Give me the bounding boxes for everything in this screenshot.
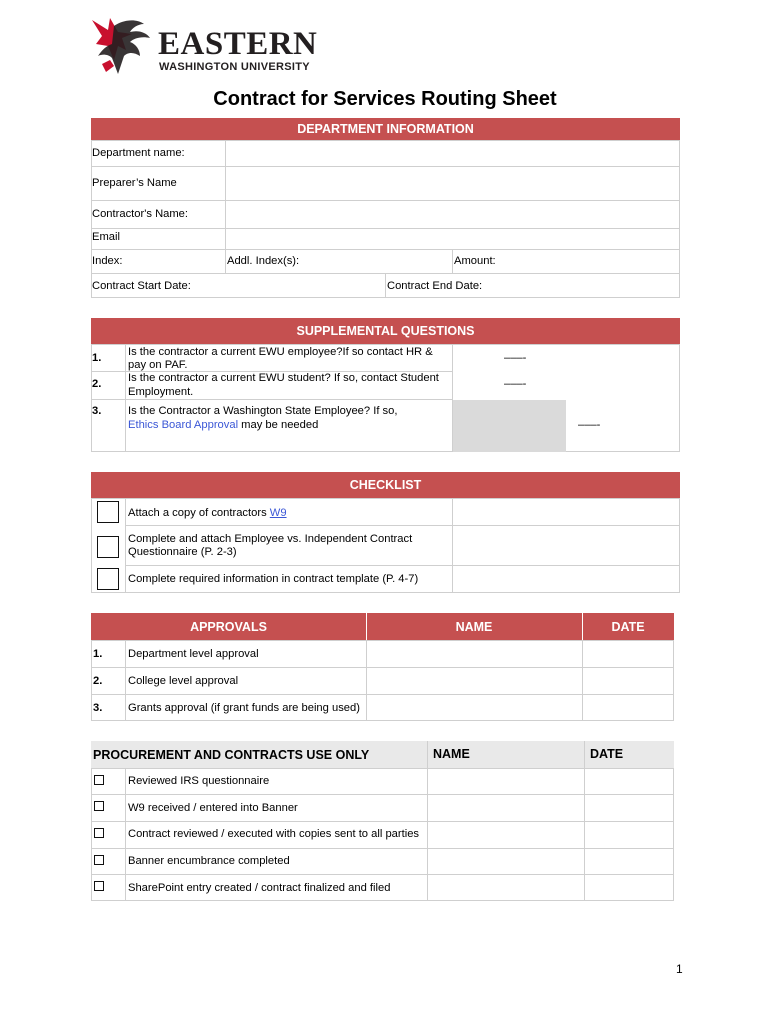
checklist-questionnaire-checkbox[interactable] bbox=[97, 536, 119, 558]
approval-3-label: Grants approval (if grant funds are being used) bbox=[128, 702, 360, 714]
procurement-w9-checkbox[interactable] bbox=[94, 801, 104, 811]
contract-start-date-label: Contract Start Date: bbox=[92, 280, 191, 292]
procurement-name-column: NAME bbox=[433, 747, 470, 761]
q2-text-line2: Employment. bbox=[128, 386, 194, 398]
procurement-sharepoint-label: SharePoint entry created / contract finalized and filed bbox=[128, 882, 391, 894]
preparer-name-field[interactable] bbox=[226, 167, 679, 200]
q3-answer[interactable]: –––- bbox=[578, 419, 601, 431]
procurement-date-column: DATE bbox=[590, 747, 624, 761]
department-name-label: Department name: bbox=[92, 147, 185, 159]
q2-text-line1: Is the contractor a current EWU student? If so, contact Student bbox=[128, 372, 439, 384]
index-label: Index: bbox=[92, 255, 123, 267]
w9-link[interactable]: W9 bbox=[269, 507, 287, 519]
procurement-header-band bbox=[91, 741, 674, 768]
contractor-name-label: Contractor's Name: bbox=[92, 208, 189, 220]
approvals-header: APPROVALS bbox=[91, 613, 366, 640]
q3-text-line1: Is the Contractor a Washington State Employee? If so, bbox=[128, 405, 398, 417]
q3-text-line2-rest: may be needed bbox=[238, 419, 319, 431]
contractor-name-field[interactable] bbox=[226, 201, 679, 228]
eagle-icon bbox=[88, 16, 158, 78]
email-label: Email bbox=[92, 231, 120, 243]
procurement-irs-checkbox[interactable] bbox=[94, 775, 104, 785]
page-number: 1 bbox=[676, 962, 683, 976]
department-information-header: DEPARTMENT INFORMATION bbox=[91, 118, 680, 140]
preparer-name-label: Preparer’s Name bbox=[92, 177, 177, 189]
q3-number: 3. bbox=[92, 405, 102, 417]
addl-index-label: Addl. Index(s): bbox=[227, 255, 300, 267]
checklist-w9-checkbox[interactable] bbox=[97, 501, 119, 523]
logo-word: EASTERN bbox=[158, 26, 318, 62]
approvals-name-column: NAME bbox=[366, 613, 582, 640]
checklist-questionnaire-line1: Complete and attach Employee vs. Independent Contract bbox=[128, 533, 413, 545]
q1-answer[interactable]: –––- bbox=[504, 352, 527, 364]
q1-text-line2: pay on PAF. bbox=[128, 359, 188, 371]
q2-number: 2. bbox=[92, 378, 102, 390]
q1-number: 1. bbox=[92, 352, 102, 364]
department-name-field[interactable] bbox=[226, 141, 679, 166]
contract-end-date-label: Contract End Date: bbox=[387, 280, 483, 292]
procurement-encumbrance-label: Banner encumbrance completed bbox=[128, 855, 290, 867]
checklist-questionnaire-line2: Questionnaire (P. 2-3) bbox=[128, 546, 237, 558]
approval-1-label: Department level approval bbox=[128, 648, 259, 660]
procurement-irs-label: Reviewed IRS questionnaire bbox=[128, 775, 270, 787]
procurement-w9-label: W9 received / entered into Banner bbox=[128, 802, 298, 814]
approval-2-label: College level approval bbox=[128, 675, 239, 687]
q2-answer[interactable]: –––- bbox=[504, 378, 527, 390]
approval-1-number: 1. bbox=[93, 648, 103, 660]
checklist-item-w9 bbox=[128, 507, 287, 520]
supplemental-questions-header: SUPPLEMENTAL QUESTIONS bbox=[91, 318, 680, 344]
amount-label: Amount: bbox=[454, 255, 496, 267]
approval-2-number: 2. bbox=[93, 675, 103, 687]
procurement-sharepoint-checkbox[interactable] bbox=[94, 881, 104, 891]
ethics-board-approval-link[interactable]: Ethics Board Approval bbox=[128, 419, 239, 431]
procurement-contract-reviewed-checkbox[interactable] bbox=[94, 828, 104, 838]
procurement-contract-reviewed-label: Contract reviewed / executed with copies sent to all parties bbox=[128, 828, 420, 840]
procurement-encumbrance-checkbox[interactable] bbox=[94, 855, 104, 865]
logo-subtitle: WASHINGTON UNIVERSITY bbox=[159, 61, 310, 73]
approval-3-number: 3. bbox=[93, 702, 103, 714]
page-title: Contract for Services Routing Sheet bbox=[213, 88, 557, 110]
checklist-w9-text: Attach a copy of contractors bbox=[128, 507, 270, 519]
procurement-header: PROCUREMENT AND CONTRACTS USE ONLY bbox=[93, 747, 370, 762]
eastern-washington-university-logo bbox=[88, 16, 338, 78]
approvals-date-column: DATE bbox=[582, 613, 674, 640]
q1-text-line1: Is the contractor a current EWU employee?If so contact HR & bbox=[128, 346, 433, 358]
email-field[interactable] bbox=[226, 229, 679, 249]
q3-text-line2 bbox=[128, 419, 318, 432]
checklist-template-text: Complete required information in contract template (P. 4-7) bbox=[128, 573, 419, 585]
checklist-header: CHECKLIST bbox=[91, 472, 680, 498]
q3-shaded-cell bbox=[453, 400, 566, 452]
checklist-template-checkbox[interactable] bbox=[97, 568, 119, 590]
